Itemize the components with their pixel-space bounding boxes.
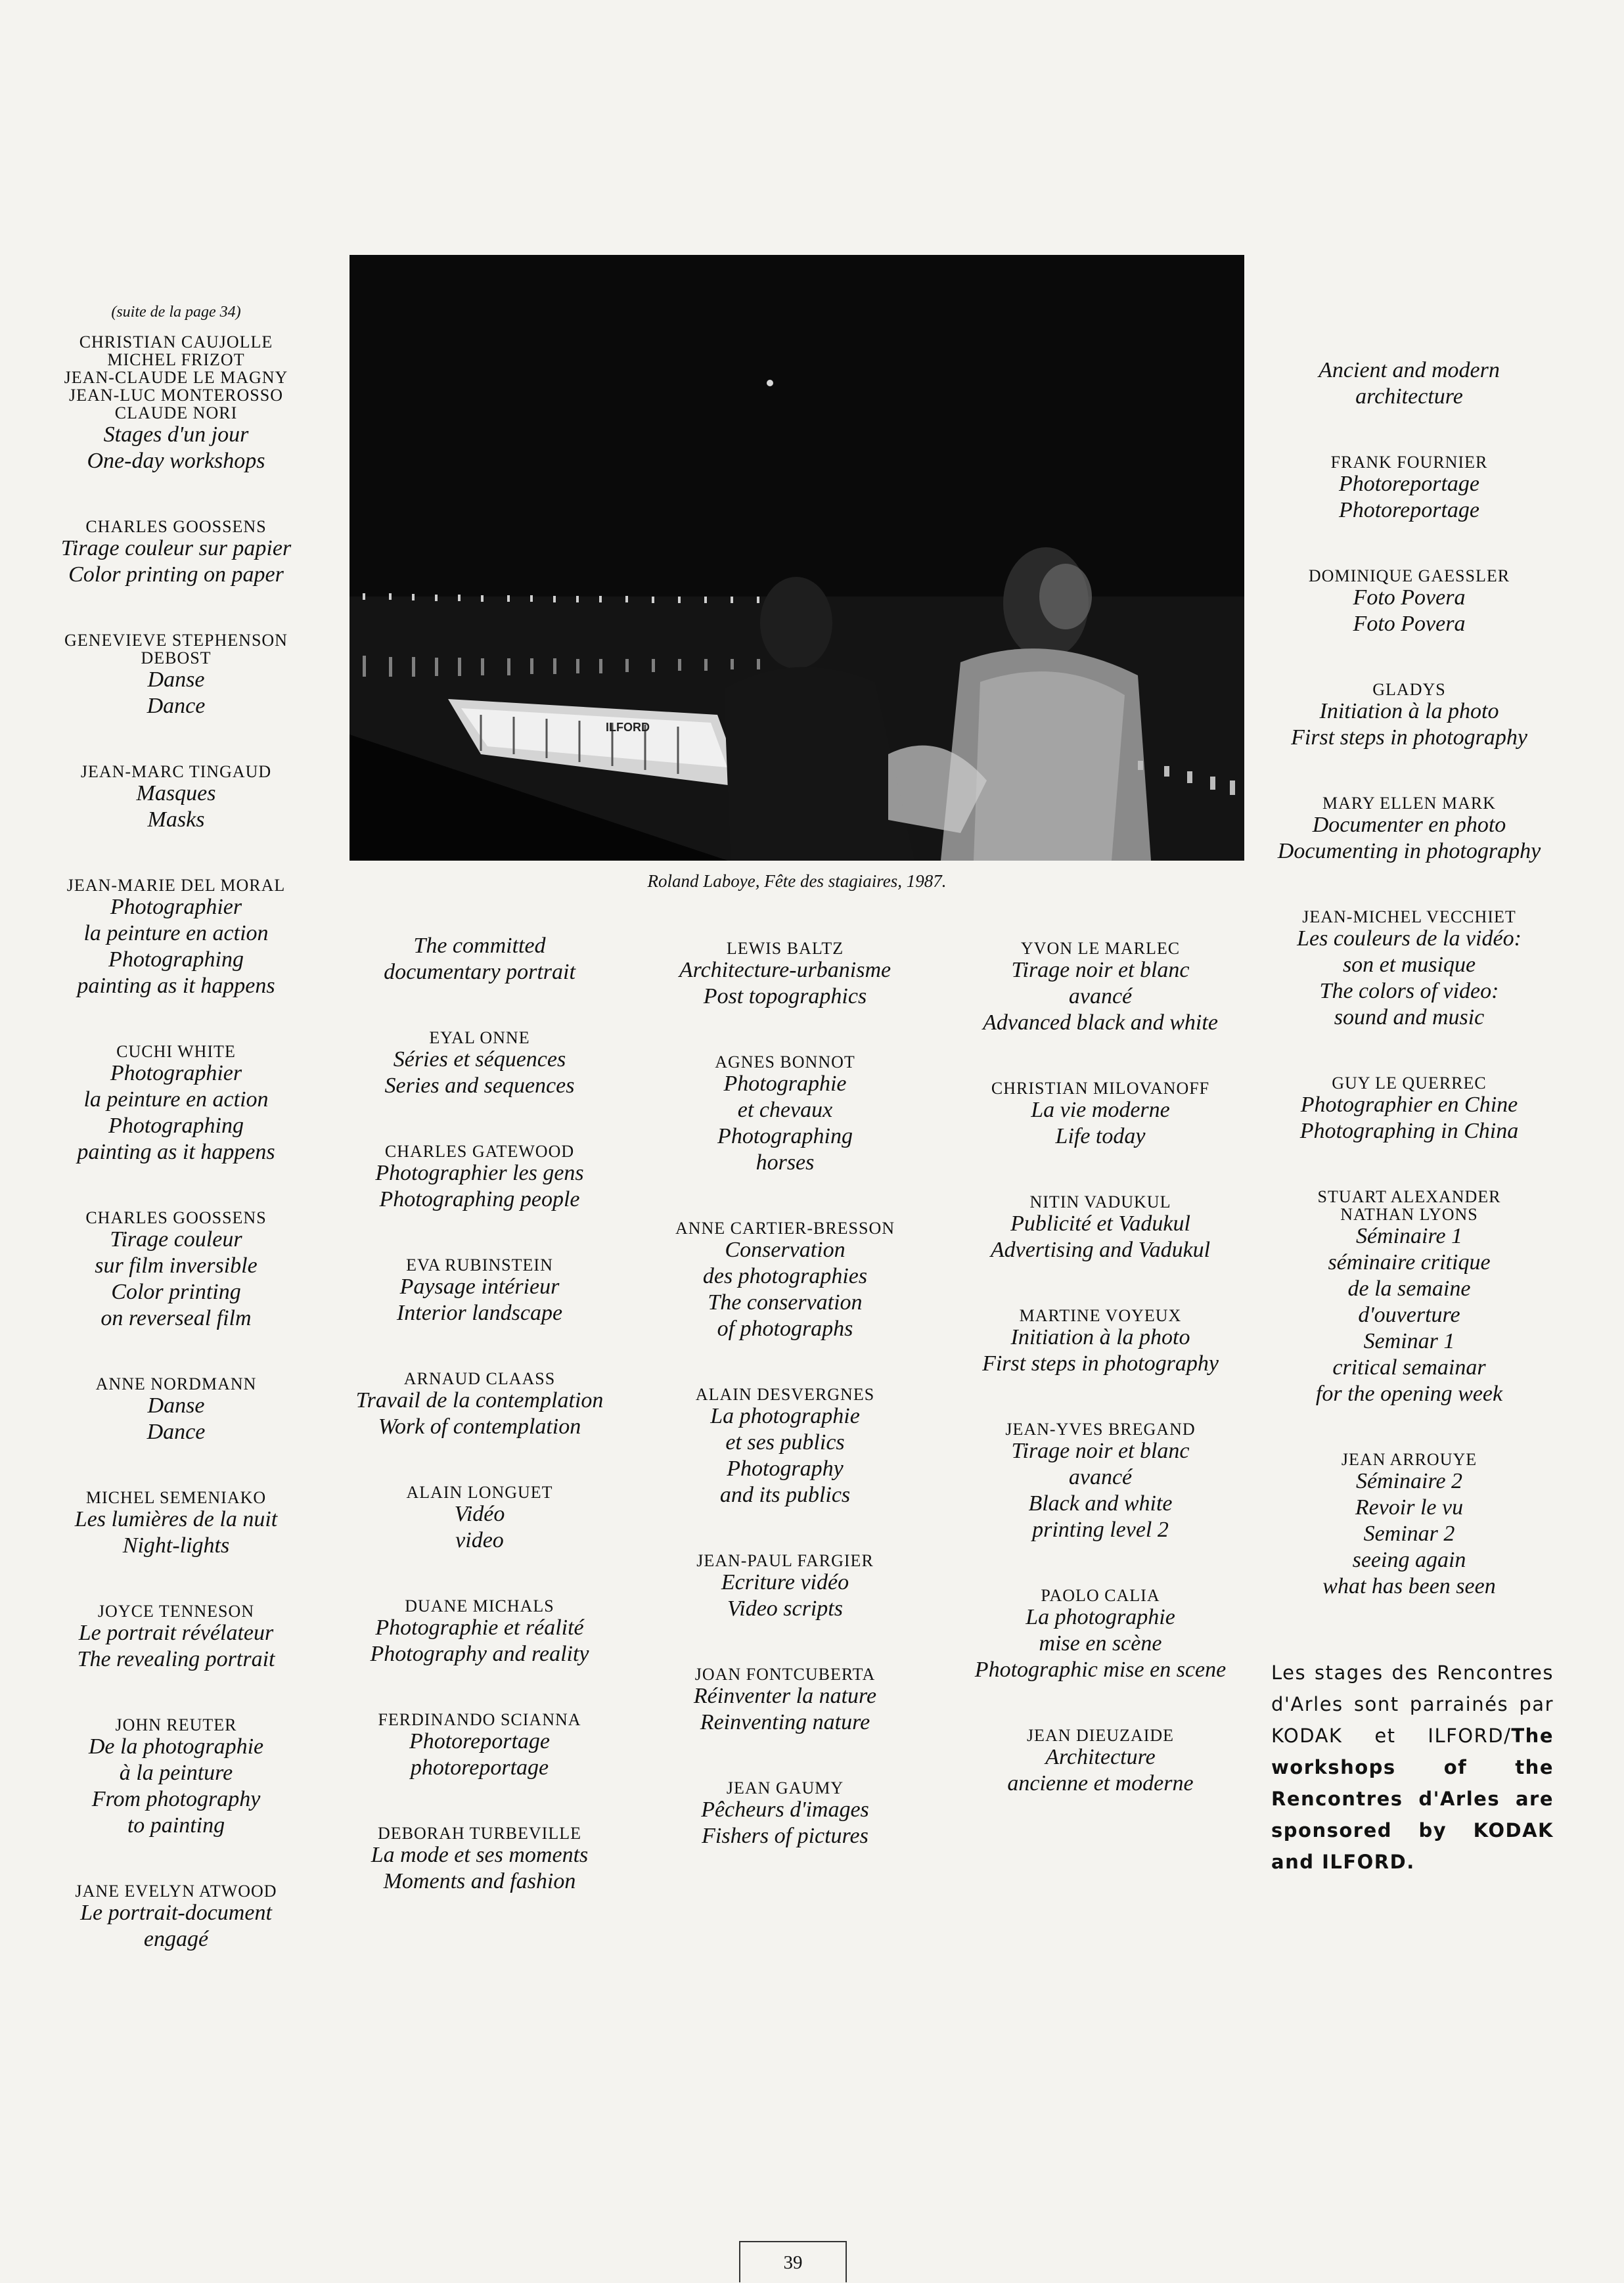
workshop-entry xyxy=(45,1209,307,1332)
workshop-title-line: des photographies xyxy=(702,1264,868,1288)
instructor-name: CHARLES GOOSSENS xyxy=(85,517,267,536)
workshop-entry xyxy=(335,933,624,985)
instructor-name: MICHEL SEMENIAKO xyxy=(85,1488,267,1507)
workshop-title-line: Dance xyxy=(147,1420,206,1444)
workshop-entry xyxy=(1255,357,1564,410)
workshop-title-line: Séminaire 2 xyxy=(1355,1469,1463,1493)
workshop-title-line: architecture xyxy=(1355,384,1463,409)
workshop-entry xyxy=(1255,1451,1564,1600)
workshop-title-line: Pêcheurs d'images xyxy=(701,1797,869,1822)
workshop-title-line: Interior landscape xyxy=(396,1301,563,1325)
workshop-entry xyxy=(45,1882,307,1953)
workshop-title-line: Reinventing nature xyxy=(700,1710,870,1734)
workshop-entry xyxy=(1255,1188,1564,1407)
workshop-title-line: Video scripts xyxy=(727,1596,843,1621)
workshop-title-line: Foto Povera xyxy=(1353,612,1466,636)
workshop-title-line: painting as it happens xyxy=(77,1140,275,1164)
workshop-title-line: Tirage couleur xyxy=(110,1227,242,1252)
workshop-title-line: sound and music xyxy=(1334,1005,1485,1029)
workshop-entry xyxy=(949,1307,1252,1377)
workshop-title-line: avancé xyxy=(1068,984,1133,1008)
instructor-name: JOYCE TENNESON xyxy=(97,1602,255,1621)
workshop-title-line: and its publics xyxy=(719,1483,851,1507)
workshop-title-line: d'ouverture xyxy=(1358,1303,1460,1327)
column-4 xyxy=(949,939,1252,1840)
workshop-title-line: Le portrait révélateur xyxy=(78,1621,274,1645)
workshop-title-line: photoreportage xyxy=(410,1755,549,1780)
workshop-title-line: La photographie xyxy=(1026,1605,1175,1629)
workshop-title-line: Seminar 2 xyxy=(1363,1522,1455,1546)
workshop-title-line: From photography xyxy=(91,1787,261,1811)
workshop-title-line: Ancient and modern xyxy=(1319,358,1500,382)
workshop-entry xyxy=(647,1386,923,1508)
page-number xyxy=(739,2241,847,2282)
workshop-title-line: Seminar 1 xyxy=(1363,1329,1455,1353)
workshop-title-line: seeing again xyxy=(1352,1548,1466,1572)
workshop-title-line: Color printing on paper xyxy=(68,562,284,587)
workshop-entry xyxy=(335,1824,624,1895)
workshop-title-line: Vidéo xyxy=(454,1502,505,1526)
instructor-name: ALAIN DESVERGNES xyxy=(695,1385,875,1404)
workshop-title-line: Photographie et réalité xyxy=(375,1616,584,1640)
instructor-name: MARTINE VOYEUX xyxy=(1019,1306,1182,1325)
column-2 xyxy=(335,933,624,1938)
workshop-title-line: Masks xyxy=(147,807,205,832)
workshop-title-line: Danse xyxy=(147,1393,205,1418)
workshop-title-line: Dance xyxy=(147,694,206,718)
instructor-name: ANNE NORDMANN xyxy=(95,1374,257,1393)
workshop-entry xyxy=(45,1489,307,1559)
workshop-title-line: Séries et séquences xyxy=(393,1047,566,1072)
workshop-title-line: et ses publics xyxy=(725,1430,845,1455)
workshop-title-line: Night-lights xyxy=(122,1533,230,1558)
workshop-title-line: Moments and fashion xyxy=(383,1869,576,1893)
workshop-entry xyxy=(45,333,307,474)
workshop-title-line: Masques xyxy=(136,781,216,805)
instructor-name: FRANK FOURNIER xyxy=(1330,453,1488,472)
instructor-name: ANNE CARTIER-BRESSON xyxy=(675,1219,895,1238)
workshop-title-line: Photography and reality xyxy=(370,1642,589,1666)
workshop-title-line: on reverseal film xyxy=(101,1306,252,1330)
workshop-entry xyxy=(45,1043,307,1165)
workshop-title-line: La mode et ses moments xyxy=(371,1843,589,1867)
workshop-title-line: Photographing xyxy=(108,1114,244,1138)
workshop-entry xyxy=(949,1587,1252,1683)
instructor-name: CHARLES GATEWOOD xyxy=(384,1142,575,1161)
workshop-title-line: Architecture xyxy=(1045,1745,1156,1769)
instructor-name: DOMINIQUE GAESSLER xyxy=(1308,566,1510,585)
workshop-title-line: First steps in photography xyxy=(982,1351,1219,1376)
workshop-title-line: Fishers of pictures xyxy=(702,1824,868,1848)
workshop-title-line: Life today xyxy=(1055,1124,1146,1148)
instructor-name: EVA RUBINSTEIN xyxy=(406,1255,553,1275)
instructor-name: JEAN GAUMY xyxy=(726,1778,844,1797)
instructor-name: CUCHI WHITE xyxy=(116,1042,236,1061)
workshop-title-line: The committed xyxy=(413,934,546,958)
workshop-title-line: Photoreportage xyxy=(409,1729,551,1753)
workshop-entry xyxy=(45,631,307,719)
workshop-title-line: Photographing xyxy=(108,947,244,972)
workshop-title-line: Photographier xyxy=(110,895,242,919)
workshop-title-line: Initiation à la photo xyxy=(1319,699,1499,723)
workshop-entry xyxy=(647,1053,923,1176)
workshop-entry xyxy=(949,1079,1252,1150)
workshop-title-line: De la photographie xyxy=(88,1734,264,1759)
workshop-entry xyxy=(647,1552,923,1622)
workshop-title-line: to painting xyxy=(127,1813,225,1838)
workshop-title-line: engagé xyxy=(143,1927,209,1951)
column-5 xyxy=(1255,357,1564,1643)
instructor-name: ALAIN LONGUET xyxy=(406,1483,553,1502)
workshop-title-line: Revoir le vu xyxy=(1355,1495,1464,1520)
workshop-title-line: painting as it happens xyxy=(77,974,275,998)
workshop-title-line: Photographier xyxy=(110,1061,242,1085)
workshop-entry xyxy=(1255,681,1564,751)
boat-label: ILFORD xyxy=(606,721,650,734)
workshop-title-line: First steps in photography xyxy=(1291,725,1527,750)
instructor-name: JEAN-YVES BREGAND xyxy=(1005,1420,1196,1439)
workshop-title-line: Séminaire 1 xyxy=(1355,1224,1463,1248)
workshop-title-line: Advertising and Vadukul xyxy=(990,1238,1211,1262)
workshop-title-line: Ecriture vidéo xyxy=(721,1570,849,1594)
instructor-name: FERDINANDO SCIANNA xyxy=(378,1710,581,1729)
workshop-title-line: Photographier les gens xyxy=(375,1161,584,1185)
workshop-title-line: what has been seen xyxy=(1322,1574,1496,1598)
workshop-title-line: Photographie xyxy=(723,1072,847,1096)
workshop-title-line: avancé xyxy=(1068,1465,1133,1489)
workshop-entry xyxy=(1255,567,1564,637)
night-river-photo xyxy=(350,255,1244,861)
workshop-title-line: Tirage noir et blanc xyxy=(1011,958,1190,982)
workshop-title-line: Les lumières de la nuit xyxy=(74,1507,278,1531)
workshop-title-line: documentary portrait xyxy=(384,960,575,984)
workshop-title-line: Series and sequences xyxy=(384,1074,575,1098)
workshop-title-line: video xyxy=(455,1528,504,1552)
workshop-title-line: Photographing xyxy=(717,1124,853,1148)
workshop-title-line: horses xyxy=(756,1150,815,1175)
instructor-name: YVON LE MARLEC xyxy=(1020,939,1181,958)
workshop-title-line: Documenting in photography xyxy=(1277,839,1541,863)
instructor-name: ARNAUD CLAASS xyxy=(403,1369,556,1388)
workshop-entry xyxy=(335,1711,624,1781)
workshop-title-line: Photographing in China xyxy=(1299,1119,1519,1143)
workshop-title-line: sur film inversible xyxy=(95,1254,258,1278)
workshop-title-line: Publicité et Vadukul xyxy=(1010,1211,1190,1236)
workshop-title-line: Photographier en Chine xyxy=(1300,1093,1518,1117)
workshop-title-line: Photographing people xyxy=(379,1187,580,1211)
workshop-entry xyxy=(335,1483,624,1554)
workshop-title-line: la peinture en action xyxy=(83,921,269,945)
workshop-entry xyxy=(647,1779,923,1849)
workshop-title-line: à la peinture xyxy=(119,1761,233,1785)
instructor-name: JEAN-MARC TINGAUD xyxy=(80,762,272,781)
workshop-entry xyxy=(335,1142,624,1213)
workshop-title-line: Documenter en photo xyxy=(1312,813,1506,837)
workshop-title-line: et chevaux xyxy=(737,1098,833,1122)
instructor-name: MARY ELLEN MARK xyxy=(1322,794,1496,813)
workshop-entry xyxy=(335,1370,624,1440)
workshop-title-line: Post topographics xyxy=(703,984,867,1008)
workshop-title-line: Advanced black and white xyxy=(983,1010,1218,1035)
workshop-entry xyxy=(949,1727,1252,1797)
workshop-title-line: La vie moderne xyxy=(1031,1098,1170,1122)
workshop-title-line: The conservation xyxy=(708,1290,863,1315)
workshop-title-line: de la semaine xyxy=(1347,1277,1471,1301)
instructor-name: CHRISTIAN CAUJOLLE MICHEL FRIZOT JEAN-CLAUDE LE MAGNY JEAN-LUC MONTEROSSO CLAUDE NORI xyxy=(64,332,288,422)
workshop-title-line: Les couleurs de la vidéo: xyxy=(1297,926,1522,951)
workshop-title-line: Photoreportage xyxy=(1338,472,1480,496)
workshop-entry xyxy=(335,1029,624,1099)
workshop-title-line: Stages d'un jour xyxy=(103,422,249,447)
workshop-title-line: of photographs xyxy=(717,1317,853,1341)
workshop-entry xyxy=(45,876,307,999)
column-1 xyxy=(45,304,307,1996)
workshop-entry xyxy=(647,1665,923,1736)
workshop-entry xyxy=(45,763,307,833)
workshop-title-line: Work of contemplation xyxy=(378,1414,581,1439)
workshop-entry xyxy=(1255,908,1564,1031)
workshop-entry xyxy=(45,1375,307,1445)
workshop-title-line: mise en scène xyxy=(1039,1631,1162,1656)
instructor-name: GUY LE QUERREC xyxy=(1332,1074,1487,1093)
workshop-title-line: Réinventer la nature xyxy=(693,1684,877,1708)
photograph xyxy=(350,255,1244,861)
workshop-title-line: Black and white xyxy=(1028,1491,1173,1516)
instructor-name: DUANE MICHALS xyxy=(405,1596,554,1616)
workshop-title-line: Architecture-urbanisme xyxy=(679,958,891,982)
workshop-entry xyxy=(647,939,923,1010)
instructor-name: GENEVIEVE STEPHENSON DEBOST xyxy=(64,631,288,667)
workshop-title-line: critical semainar xyxy=(1332,1355,1486,1380)
workshop-entry xyxy=(949,1193,1252,1263)
sponsor-note xyxy=(1271,1657,1554,1878)
instructor-name: GLADYS xyxy=(1372,680,1446,699)
instructor-name: NITIN VADUKUL xyxy=(1029,1192,1171,1211)
workshop-title-line: la peinture en action xyxy=(83,1087,269,1112)
column-3 xyxy=(647,939,923,1893)
workshop-title-line: Tirage noir et blanc xyxy=(1011,1439,1190,1463)
workshop-title-line: Color printing xyxy=(111,1280,241,1304)
workshop-title-line: Danse xyxy=(147,667,205,692)
instructor-name: JEAN-MARIE DEL MORAL xyxy=(66,876,286,895)
workshop-title-line: for the opening week xyxy=(1315,1382,1503,1406)
workshop-title-line: La photographie xyxy=(710,1404,860,1428)
instructor-name: JEAN DIEUZAIDE xyxy=(1026,1726,1175,1745)
workshop-entry xyxy=(1255,453,1564,524)
instructor-name: JEAN-MICHEL VECCHIET xyxy=(1302,907,1516,926)
workshop-title-line: Photographic mise en scene xyxy=(974,1658,1227,1682)
workshop-title-line: Photography xyxy=(727,1457,844,1481)
instructor-name: JOHN REUTER xyxy=(115,1715,237,1734)
workshop-entry xyxy=(45,1716,307,1839)
workshop-entry xyxy=(335,1597,624,1667)
instructor-name: CHRISTIAN MILOVANOFF xyxy=(991,1079,1210,1098)
workshop-title-line: Foto Povera xyxy=(1353,585,1466,610)
workshop-title-line: Travail de la contemplation xyxy=(355,1388,604,1413)
workshop-entry xyxy=(949,939,1252,1036)
sponsor-note-fr: Les stages des Rencontres d'Arles sont parrainés par KODAK et ILFORD/ xyxy=(1271,1661,1554,1747)
workshop-title-line: séminaire critique xyxy=(1328,1250,1491,1275)
workshop-title-line: Tirage couleur sur papier xyxy=(60,536,292,560)
photo-caption: Roland Laboye, Fête des stagiaires, 1987. xyxy=(647,871,947,891)
continuation-note: (suite de la page 34) xyxy=(111,304,241,321)
workshop-entry xyxy=(1255,1074,1564,1144)
instructor-name: JEAN-PAUL FARGIER xyxy=(696,1551,874,1570)
page-number-text: 39 xyxy=(783,2252,803,2273)
instructor-name: STUART ALEXANDER NATHAN LYONS xyxy=(1317,1187,1501,1224)
workshop-title-line: printing level 2 xyxy=(1032,1518,1169,1542)
workshop-title-line: son et musique xyxy=(1342,953,1476,977)
instructor-name: LEWIS BALTZ xyxy=(726,939,844,958)
workshop-entry xyxy=(1255,794,1564,865)
workshop-title-line: One-day workshops xyxy=(87,449,265,473)
workshop-entry xyxy=(949,1420,1252,1543)
instructor-name: AGNES BONNOT xyxy=(715,1052,855,1072)
workshop-title-line: The colors of video: xyxy=(1319,979,1499,1003)
instructor-name: PAOLO CALIA xyxy=(1041,1586,1160,1605)
workshop-title-line: ancienne et moderne xyxy=(1007,1771,1194,1796)
instructor-name: JEAN ARROUYE xyxy=(1341,1450,1477,1469)
workshop-title-line: Photoreportage xyxy=(1338,498,1480,522)
workshop-title-line: Initiation à la photo xyxy=(1010,1325,1190,1349)
workshop-title-line: Paysage intérieur xyxy=(399,1275,560,1299)
workshop-entry xyxy=(647,1219,923,1342)
workshop-title-line: Conservation xyxy=(725,1238,846,1262)
instructor-name: JANE EVELYN ATWOOD xyxy=(75,1882,277,1901)
workshop-title-line: Le portrait-document xyxy=(80,1901,272,1925)
instructor-name: CHARLES GOOSSENS xyxy=(85,1208,267,1227)
instructor-name: DEBORAH TURBEVILLE xyxy=(377,1824,581,1843)
workshop-entry xyxy=(45,1602,307,1673)
workshop-entry xyxy=(335,1256,624,1326)
workshop-entry xyxy=(45,518,307,588)
instructor-name: JOAN FONTCUBERTA xyxy=(694,1665,876,1684)
instructor-name: EYAL ONNE xyxy=(429,1028,530,1047)
sponsor-note-en: The workshops of the Rencontres d'Arles are sponsored by KODAK and ILFORD. xyxy=(1271,1725,1554,1873)
workshop-title-line: The revealing portrait xyxy=(77,1647,275,1671)
